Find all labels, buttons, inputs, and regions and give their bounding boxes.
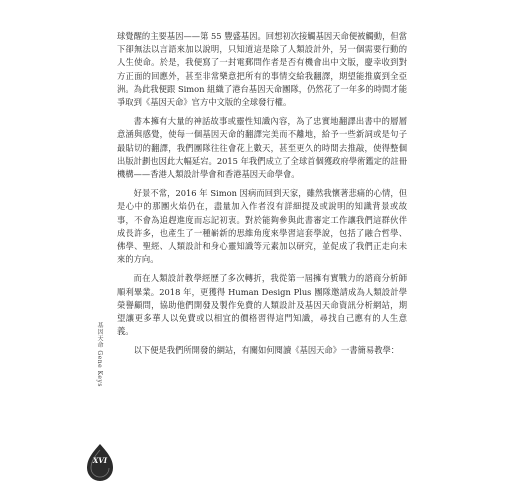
page-number-badge (87, 444, 115, 484)
paragraph-3: 好景不常，2016 年 Simon 因病而回到天家，雖然我懷著悲痛的心情，但是心中的那團火焰仍在，盡量加入作者沒有詳細提及或說明的知識背景或故事，不會為追趕進度而忘記初衷。對於能夠參與此書審定工作讓我們這群伙伴成長許多，也產生了一種嶄新的思維角度來學習這套學說，包括了融合哲學、佛學、聖經、人類設計和身心靈知識等元素加以研究，並促成了我們正走向未來的方向。 (117, 188, 407, 265)
body-text (117, 30, 407, 364)
paragraph-4: 而在人類設計教學經歷了多次轉折，我從第一屆擁有實戰力的諮商分析師順利畢業。2018 年，更獲得 Human Design Plus 團隊邀請成為人類設計學榮譽顧問，協助他們開發及製作免費的人類設計及基因天命資訊分析網站，期望讓更多華人以免費或以相宜的價格習得這門知識，尋找自己應有的人生意義。 (117, 273, 407, 337)
paragraph-5: 以下便是我們所開發的網站，有關如何閱讀《基因天命》一書簡易教學： (133, 345, 400, 356)
page-number: XVI (92, 456, 108, 465)
running-book-title: 基因天命 Gene Keys (96, 322, 103, 387)
paragraph-1: 球覺醒的主要基因——第 55 豐盛基因。回想初次接觸基因天命便被觸動，但當下卻無法以言語來加以說明，只知道這是除了人類設計外，另一個需要行動的人生使命。於是，我便寫了一封電郵問作者是否有機會出中文版，慶幸收到對方正面的回應外，甚至非常樂意把所有的事情交給我翻譯，期望能推廣到全亞洲。為此我便跟 Simon 組織了港台基因天命團隊，仍然花了一年多的時間才能爭取到《基因天命》官方中文版的全球發行權。 (117, 31, 407, 108)
paragraph-2: 書本擁有大量的神話故事或靈性知識內容，為了忠實地翻譯出書中的層層意涵與感覺，使每一個基因天命的翻譯完美而不離地，給予一些新詞或是句子最貼切的翻譯，我們團隊往往會花上數天，甚至更久的時間去推敲，使得整個出版計劃也因此大幅延宕。2015 年我們成立了全球首個獲政府學術鑑定的註冊機構——香港人類設計學會和香港基因天命學會。 (117, 116, 407, 180)
